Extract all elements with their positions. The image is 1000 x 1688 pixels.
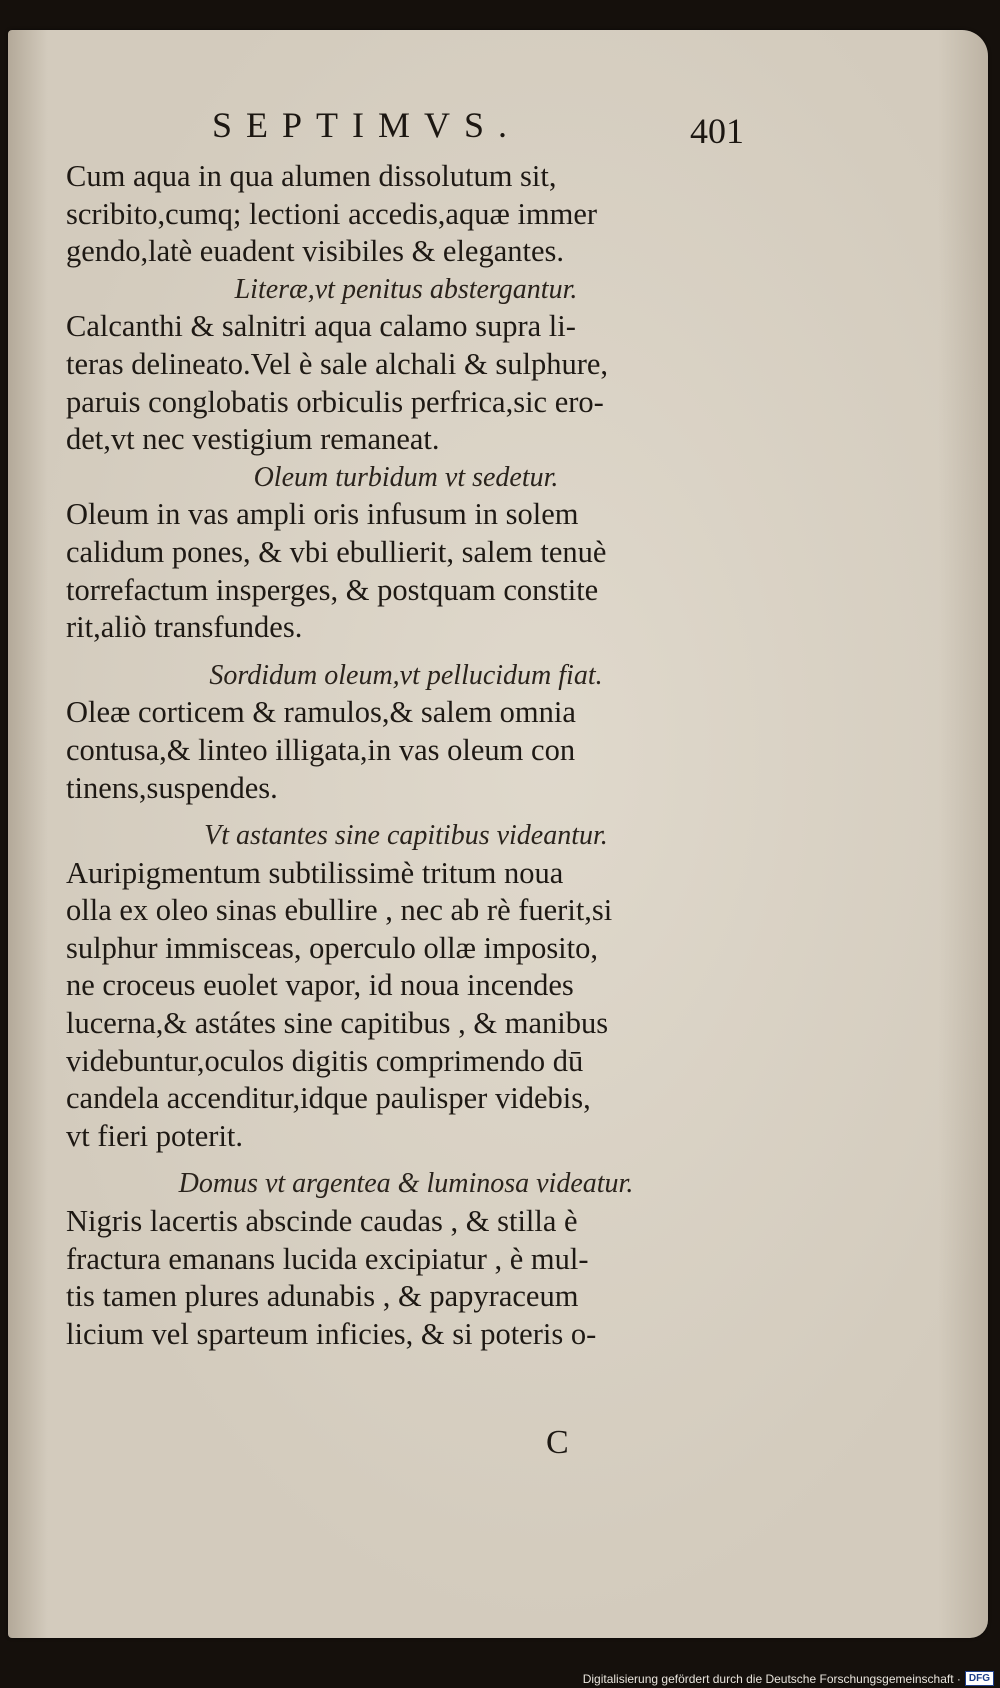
- section-heading: Oleum turbidum vt sedetur.: [253, 461, 559, 493]
- text-line: olla ex oleo sinas ebullire , nec ab rè fuerit,si: [66, 893, 613, 928]
- text-section: [66, 817, 746, 1155]
- text-line: torrefactum insperges, & postquam constite: [66, 572, 599, 607]
- text-line: tis tamen plures adunabis , & papyraceum: [66, 1279, 579, 1314]
- text-line: lucerna,& astátes sine capitibus , & manibus: [66, 1006, 609, 1041]
- text-line: sulphur immisceas, operculo ollæ imposito,: [66, 930, 599, 965]
- text-line: Nigris lacertis abscinde caudas , & stilla è: [66, 1204, 578, 1239]
- text-line: teras delineato.Vel è sale alchali & sulphure,: [66, 346, 609, 381]
- text-line: Oleæ corticem & ramulos,& salem omnia: [66, 695, 576, 730]
- text-line: rit,aliò transfundes.: [66, 610, 303, 645]
- section-heading: Domus vt argentea & luminosa videatur.: [178, 1168, 634, 1200]
- text-line: Cum aqua in qua alumen dissolutum sit,: [66, 159, 557, 193]
- text-line: contusa,& linteo illigata,in vas oleum con: [66, 732, 576, 767]
- text-line: candela accenditur,idque paulisper videbis,: [66, 1081, 591, 1116]
- section-heading: Vt astantes sine capitibus videantur.: [204, 820, 608, 852]
- text-section: [66, 657, 746, 807]
- text-line: tinens,suspendes.: [66, 770, 278, 805]
- page-number: 401: [690, 111, 744, 151]
- text-section: [66, 459, 746, 647]
- text-section: [66, 1165, 746, 1353]
- text-line: det,vt nec vestigium remaneat.: [66, 422, 440, 457]
- text-line: scribito,cumq; lectioni accedis,aquæ immer: [66, 196, 598, 231]
- signature-mark: C: [546, 1424, 569, 1461]
- text-line: paruis conglobatis orbiculis perfrica,sic ero-: [66, 384, 604, 419]
- section-heading: Literæ,vt penitus abstergantur.: [234, 273, 578, 305]
- text-line: fractura emanans lucida excipiatur , è mul-: [66, 1241, 589, 1276]
- text-line: videbuntur,oculos digitis comprimendo dū: [66, 1043, 584, 1078]
- text-line: gendo,latè euadent visibiles & elegantes.: [66, 234, 565, 269]
- text-line: Oleum in vas ampli oris infusum in solem: [66, 497, 579, 532]
- text-line: Auripigmentum subtilissimè tritum noua: [66, 855, 564, 890]
- text-section: [66, 271, 746, 459]
- section-heading: Sordidum oleum,vt pellucidum fiat.: [209, 659, 603, 691]
- text-line: calidum pones, & vbi ebullierit, salem tenuè: [66, 534, 607, 569]
- text-line: Calcanthi & salnitri aqua calamo supra li-: [66, 309, 576, 344]
- running-head: SEPTIMVS.: [212, 105, 522, 145]
- text-line: vt fieri poterit.: [66, 1118, 244, 1153]
- footer-text: Digitalisierung gefördert durch die Deutsche Forschungsgemeinschaft ·: [582, 1671, 961, 1686]
- digitization-footer: [583, 1671, 994, 1686]
- text-section: [66, 158, 746, 271]
- text-block: [66, 158, 746, 1353]
- text-line: licium vel sparteum inficies, & si poteris o-: [66, 1316, 597, 1351]
- dfg-logo-icon: DFG: [965, 1671, 994, 1686]
- text-line: ne croceus euolet vapor, id noua incendes: [66, 968, 574, 1003]
